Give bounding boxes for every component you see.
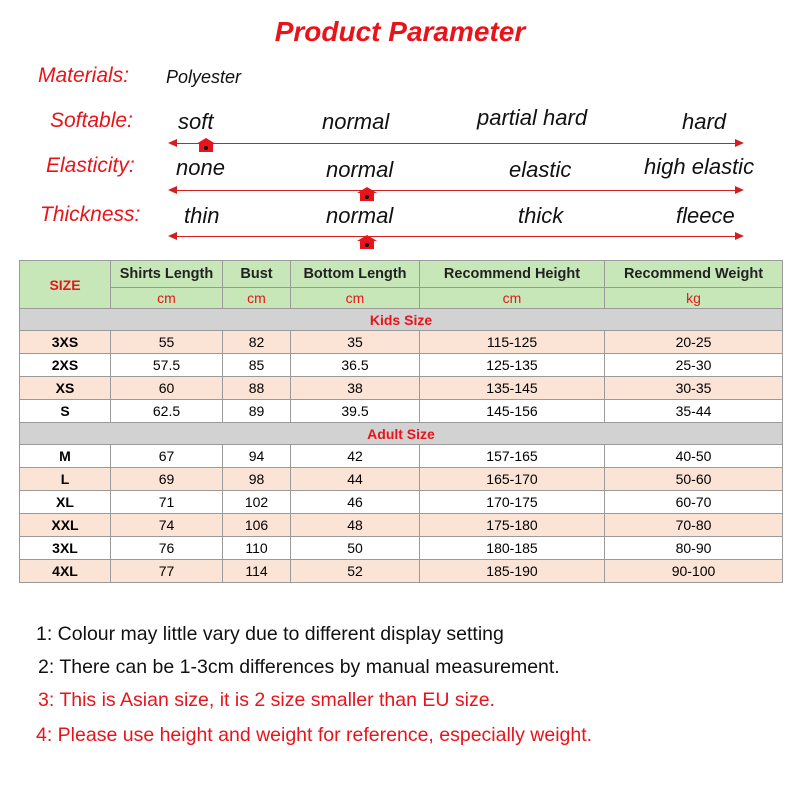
section-row-kids — [20, 309, 783, 331]
softable-option-hard: hard — [682, 109, 727, 134]
column-header: Shirts Length — [111, 261, 223, 288]
table-cell: 80-90 — [605, 537, 783, 560]
table-row — [20, 331, 783, 354]
table-row — [20, 514, 783, 537]
thickness-option-normal: normal — [326, 203, 394, 228]
column-header: Bottom Length — [291, 261, 420, 288]
table-cell: 88 — [223, 377, 291, 400]
table-cell: 60 — [111, 377, 223, 400]
elasticity-marker-icon — [357, 187, 377, 201]
note-2: 2: There can be 1-3cm differences by manual measurement. — [38, 656, 560, 678]
table-cell: 180-185 — [420, 537, 605, 560]
softable-option-partial-hard: partial hard — [477, 105, 588, 130]
thickness-option-thin: thin — [184, 203, 220, 228]
section-title: Kids Size — [20, 309, 783, 331]
table-row — [20, 377, 783, 400]
table-cell: 20-25 — [605, 331, 783, 354]
note-1: 1: Colour may little vary due to different display setting — [36, 623, 504, 645]
table-cell: 114 — [223, 560, 291, 583]
table-cell: 175-180 — [420, 514, 605, 537]
table-cell: 89 — [223, 400, 291, 423]
table-header-row — [20, 261, 783, 288]
column-header: Recommend Weight — [605, 261, 783, 288]
unit-cell: cm — [223, 288, 291, 309]
arrow-left-icon — [168, 139, 177, 147]
elasticity-option-elastic: elastic — [509, 157, 572, 182]
table-cell: 94 — [223, 445, 291, 468]
elasticity-option-normal: normal — [326, 157, 394, 182]
table-cell: 57.5 — [111, 354, 223, 377]
table-cell: 115-125 — [420, 331, 605, 354]
page-title: Product Parameter — [274, 16, 526, 47]
unit-cell: kg — [605, 288, 783, 309]
table-cell: 85 — [223, 354, 291, 377]
size-cell: XL — [20, 491, 111, 514]
table-cell: 36.5 — [291, 354, 420, 377]
softable-scale-line — [176, 143, 736, 144]
table-cell: 125-135 — [420, 354, 605, 377]
arrow-left-icon — [168, 232, 177, 240]
arrow-right-icon — [735, 186, 744, 194]
elasticity-option-none: none — [176, 155, 225, 180]
table-cell: 185-190 — [420, 560, 605, 583]
elasticity-option-high-elastic: high elastic — [644, 154, 755, 179]
size-column-header: SIZE — [20, 261, 111, 309]
table-cell: 42 — [291, 445, 420, 468]
table-cell: 170-175 — [420, 491, 605, 514]
table-cell: 77 — [111, 560, 223, 583]
table-cell: 135-145 — [420, 377, 605, 400]
thickness-marker-icon — [357, 235, 377, 249]
size-cell: L — [20, 468, 111, 491]
section-row-adult — [20, 423, 783, 445]
thickness-option-thick: thick — [518, 203, 564, 228]
table-cell: 74 — [111, 514, 223, 537]
softable-option-normal: normal — [322, 109, 390, 134]
table-row — [20, 468, 783, 491]
thickness-label: Thickness: — [40, 203, 141, 226]
table-cell: 48 — [291, 514, 420, 537]
table-row — [20, 491, 783, 514]
table-cell: 46 — [291, 491, 420, 514]
size-cell: S — [20, 400, 111, 423]
table-cell: 165-170 — [420, 468, 605, 491]
thickness-option-fleece: fleece — [676, 203, 735, 228]
table-cell: 70-80 — [605, 514, 783, 537]
table-cell: 90-100 — [605, 560, 783, 583]
table-cell: 35-44 — [605, 400, 783, 423]
table-row — [20, 560, 783, 583]
table-cell: 52 — [291, 560, 420, 583]
softable-option-soft: soft — [178, 109, 214, 134]
table-cell: 35 — [291, 331, 420, 354]
table-cell: 145-156 — [420, 400, 605, 423]
size-cell: 4XL — [20, 560, 111, 583]
column-header: Bust — [223, 261, 291, 288]
arrow-left-icon — [168, 186, 177, 194]
table-cell: 67 — [111, 445, 223, 468]
note-4: 4: Please use height and weight for reference, especially weight. — [36, 724, 593, 746]
size-cell: M — [20, 445, 111, 468]
table-row — [20, 400, 783, 423]
size-chart-table — [19, 260, 783, 583]
table-cell: 157-165 — [420, 445, 605, 468]
size-cell: XS — [20, 377, 111, 400]
size-cell: 2XS — [20, 354, 111, 377]
table-cell: 110 — [223, 537, 291, 560]
table-row — [20, 445, 783, 468]
softable-label: Softable: — [50, 109, 133, 132]
table-cell: 39.5 — [291, 400, 420, 423]
table-cell: 62.5 — [111, 400, 223, 423]
table-row — [20, 537, 783, 560]
elasticity-label: Elasticity: — [46, 154, 135, 177]
column-header: Recommend Height — [420, 261, 605, 288]
unit-cell: cm — [420, 288, 605, 309]
table-cell: 98 — [223, 468, 291, 491]
table-cell: 71 — [111, 491, 223, 514]
table-unit-row — [20, 288, 783, 309]
elasticity-scale-line — [176, 190, 736, 191]
table-cell: 44 — [291, 468, 420, 491]
materials-label: Materials: — [38, 64, 130, 87]
table-row — [20, 354, 783, 377]
table-cell: 40-50 — [605, 445, 783, 468]
table-cell: 82 — [223, 331, 291, 354]
table-cell: 30-35 — [605, 377, 783, 400]
arrow-right-icon — [735, 232, 744, 240]
materials-value: Polyester — [166, 67, 242, 87]
table-cell: 69 — [111, 468, 223, 491]
softable-marker-icon — [196, 138, 216, 152]
section-title: Adult Size — [20, 423, 783, 445]
unit-cell: cm — [291, 288, 420, 309]
table-cell: 76 — [111, 537, 223, 560]
unit-cell: cm — [111, 288, 223, 309]
table-cell: 25-30 — [605, 354, 783, 377]
size-cell: 3XS — [20, 331, 111, 354]
table-cell: 102 — [223, 491, 291, 514]
table-cell: 50 — [291, 537, 420, 560]
table-cell: 106 — [223, 514, 291, 537]
note-3: 3: This is Asian size, it is 2 size smaller than EU size. — [38, 689, 495, 711]
table-cell: 60-70 — [605, 491, 783, 514]
arrow-right-icon — [735, 139, 744, 147]
table-cell: 55 — [111, 331, 223, 354]
thickness-scale-line — [176, 236, 736, 237]
size-cell: XXL — [20, 514, 111, 537]
table-cell: 38 — [291, 377, 420, 400]
table-cell: 50-60 — [605, 468, 783, 491]
size-cell: 3XL — [20, 537, 111, 560]
